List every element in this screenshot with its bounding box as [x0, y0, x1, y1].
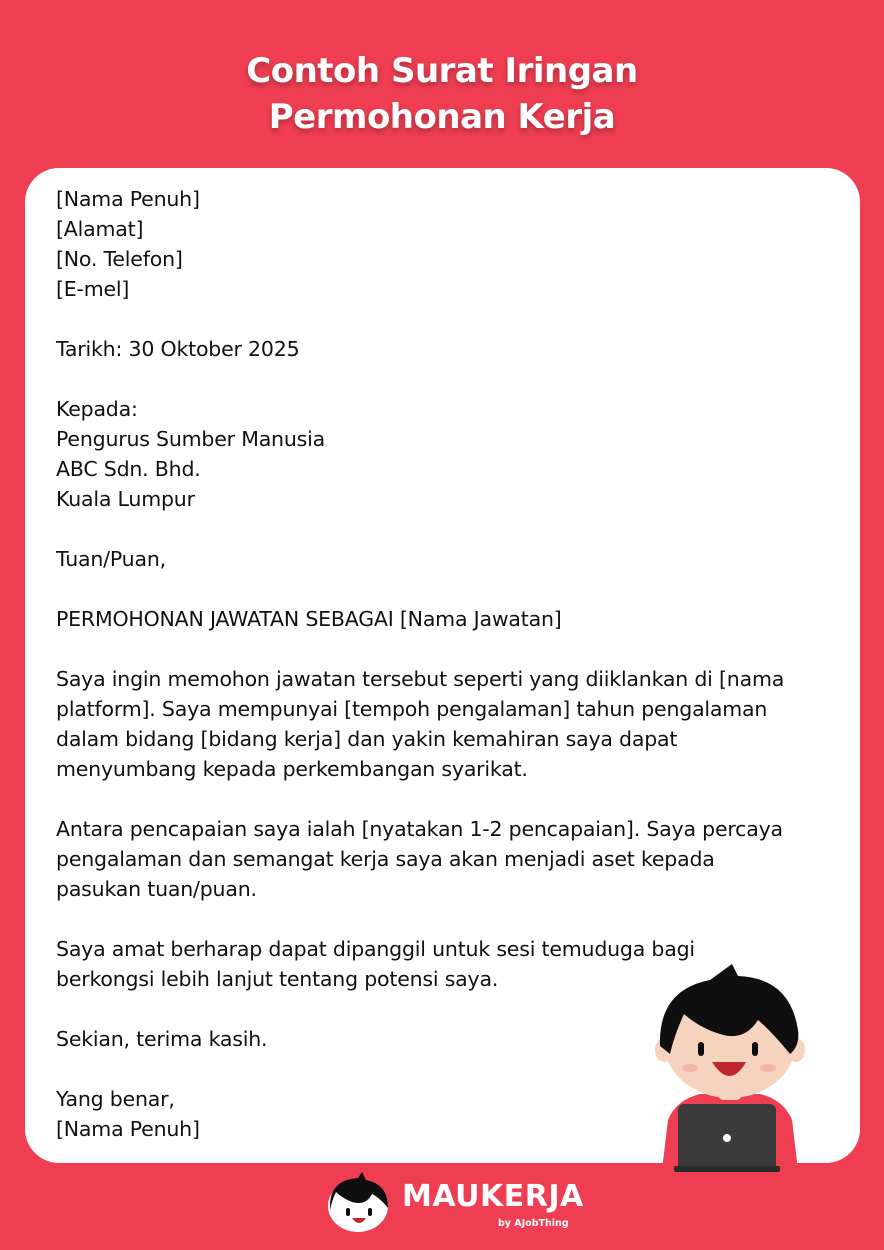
spacer — [56, 634, 856, 664]
letter-date: Tarikh: 30 Oktober 2025 — [56, 337, 300, 361]
recipient-city: Kuala Lumpur — [56, 487, 195, 511]
spacer — [56, 784, 856, 814]
paragraph-3-line: Saya amat berharap dapat dipanggil untuk sesi temuduga bagi — [56, 937, 695, 961]
recipient-company: ABC Sdn. Bhd. — [56, 457, 201, 481]
page-title-line-2: Permohonan Kerja — [268, 97, 616, 137]
paragraph-1-line: platform]. Saya mempunyai [tempoh pengalaman] tahun pengalaman — [56, 697, 768, 721]
cartoon-person-with-laptop-icon — [640, 950, 820, 1175]
sender-address: [Alamat] — [56, 217, 144, 241]
page-title — [0, 48, 884, 140]
signature-name: [Nama Penuh] — [56, 1117, 200, 1141]
footer-logo — [322, 1170, 584, 1236]
sender-name: [Nama Penuh] — [56, 187, 200, 211]
spacer — [56, 904, 856, 934]
sender-phone: [No. Telefon] — [56, 247, 183, 271]
page-title-line-1: Contoh Surat Iringan — [246, 51, 638, 91]
brand-tagline: by AJobThing — [498, 1218, 569, 1229]
paragraph-1-line: Saya ingin memohon jawatan tersebut seperti yang diiklankan di [nama — [56, 667, 785, 691]
recipient-title: Pengurus Sumber Manusia — [56, 427, 325, 451]
spacer — [56, 574, 856, 604]
paragraph-1-line: menyumbang kepada perkembangan syarikat. — [56, 757, 528, 781]
paragraph-2-line: Antara pencapaian saya ialah [nyatakan 1-2 pencapaian]. Saya percaya — [56, 817, 783, 841]
salutation: Tuan/Puan, — [56, 547, 166, 571]
recipient-to-label: Kepada: — [56, 397, 138, 421]
closing-line: Sekian, terima kasih. — [56, 1027, 268, 1051]
paragraph-3-line: berkongsi lebih lanjut tentang potensi saya. — [56, 967, 499, 991]
paragraph-1-line: dalam bidang [bidang kerja] dan yakin kemahiran saya dapat — [56, 727, 678, 751]
spacer — [56, 514, 856, 544]
paragraph-2-line: pasukan tuan/puan. — [56, 877, 257, 901]
paragraph-2-line: pengalaman dan semangat kerja saya akan menjadi aset kepada — [56, 847, 715, 871]
signoff-line: Yang benar, — [56, 1087, 175, 1111]
sender-email: [E-mel] — [56, 277, 130, 301]
brand-wordmark: MAUKERJA — [402, 1179, 584, 1214]
spacer — [56, 364, 856, 394]
spacer — [56, 304, 856, 334]
maukerja-face-logo-icon — [322, 1170, 394, 1236]
subject-line: PERMOHONAN JAWATAN SEBAGAI [Nama Jawatan] — [56, 607, 562, 631]
